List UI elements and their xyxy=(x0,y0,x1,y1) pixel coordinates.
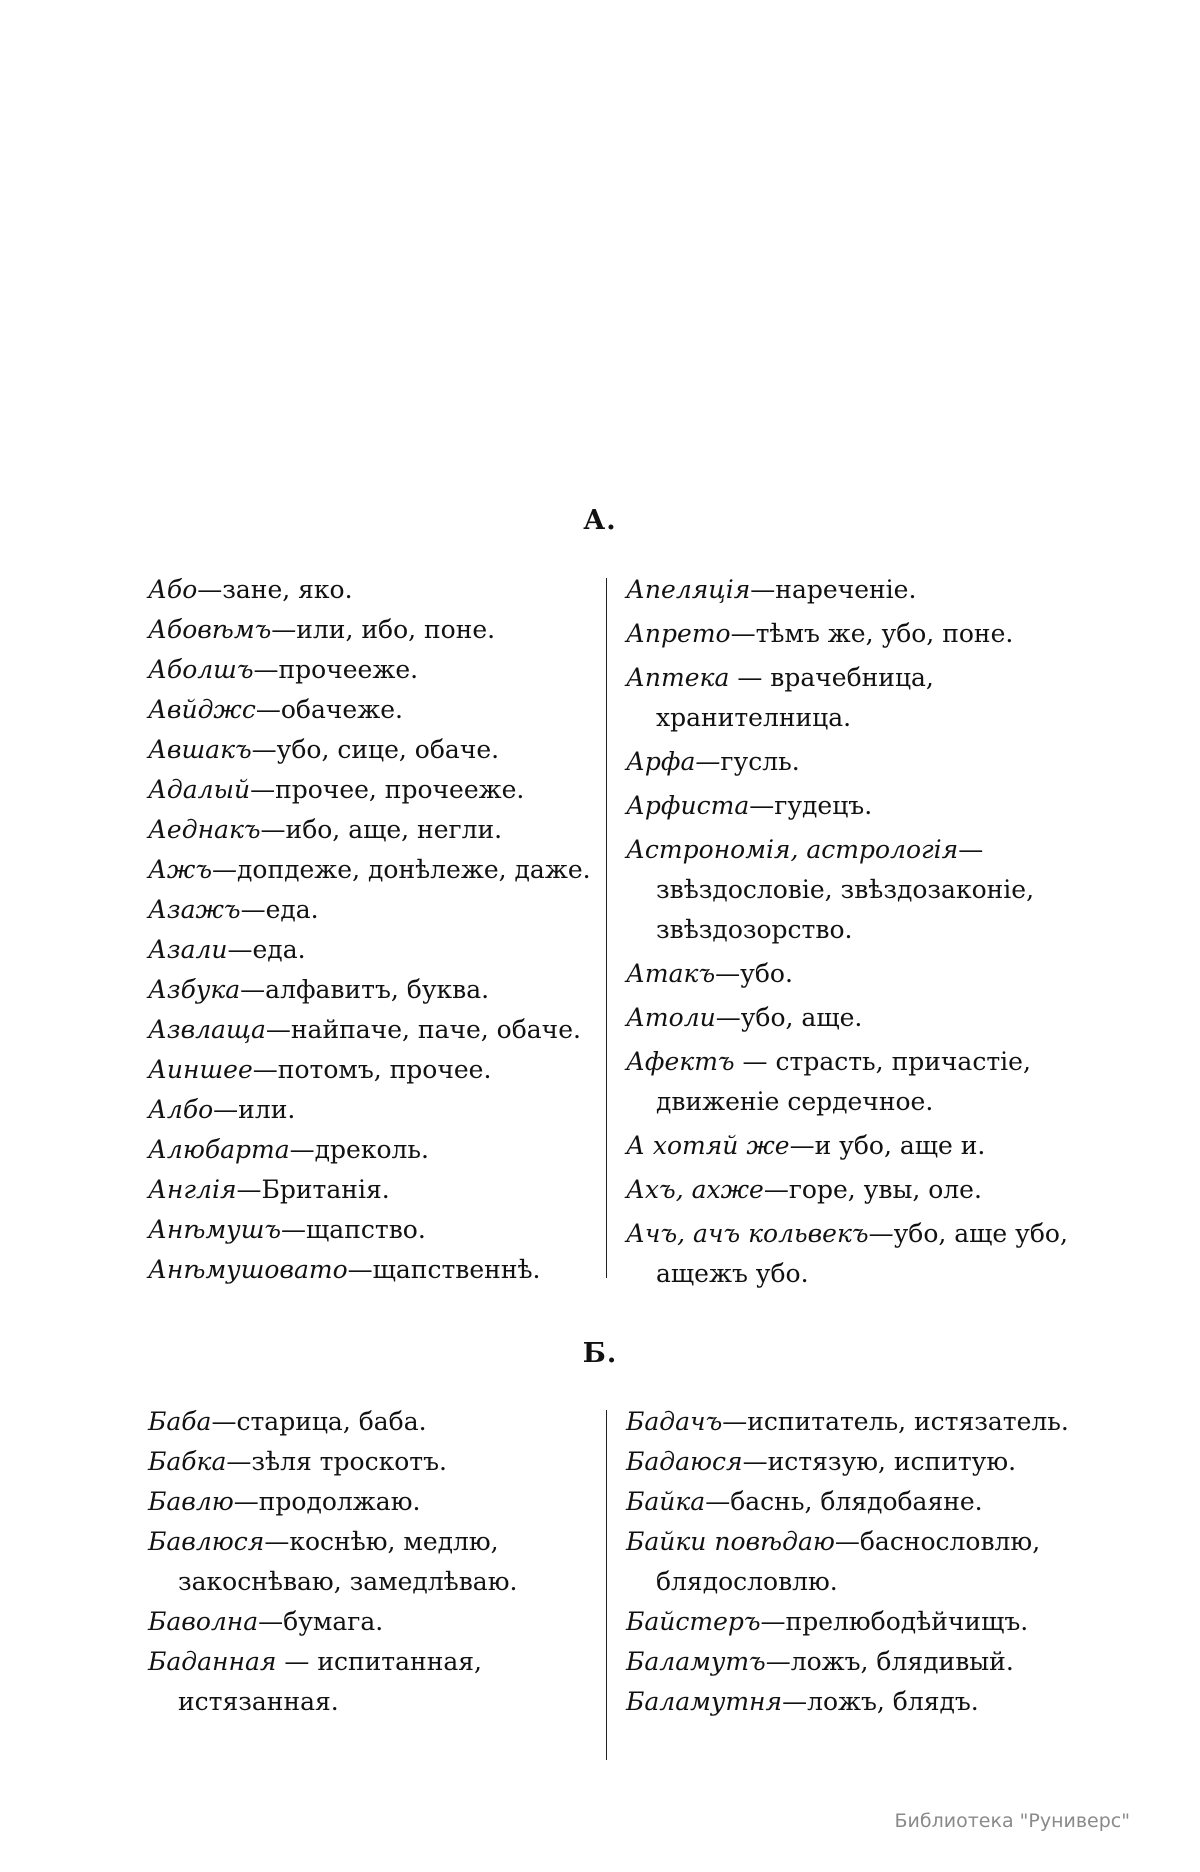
entry-term: Баламутня xyxy=(626,1687,783,1716)
entry-term: Апрето xyxy=(626,619,731,648)
dictionary-entry xyxy=(626,1602,1083,1642)
entry-definition: —потомъ, прочее. xyxy=(252,1055,492,1084)
entry-definition: —Британія. xyxy=(236,1175,390,1204)
entry-definition: —истязую, испитую. xyxy=(742,1447,1017,1476)
entry-definition: — испитанная, истязанная. xyxy=(178,1647,482,1716)
entry-definition: —ложъ, блядивый. xyxy=(765,1647,1014,1676)
dictionary-entry xyxy=(148,570,598,610)
dictionary-entry xyxy=(626,742,1083,782)
dictionary-entry xyxy=(626,1682,1083,1722)
entry-term: Атакъ xyxy=(626,959,716,988)
dictionary-entry xyxy=(148,1090,598,1130)
entry-definition: —убо, сице, обаче. xyxy=(251,735,500,764)
library-watermark: Библиотека "Руниверс" xyxy=(894,1810,1130,1832)
entry-definition: —прочееже. xyxy=(253,655,419,684)
entry-definition: —или. xyxy=(213,1095,296,1124)
dictionary-entry xyxy=(148,770,598,810)
entry-term: Апеляція xyxy=(626,575,751,604)
dictionary-entry xyxy=(626,1522,1083,1602)
dictionary-entry xyxy=(148,1010,598,1050)
dictionary-entry xyxy=(626,1170,1083,1210)
entry-term: Баданная xyxy=(148,1647,277,1676)
entry-term: Арфиста xyxy=(626,791,750,820)
dictionary-entry xyxy=(148,1442,598,1482)
entry-definition: —найпаче, паче, обаче. xyxy=(265,1015,581,1044)
entry-term: Албо xyxy=(148,1095,214,1124)
entry-definition: —прочее, прочееже. xyxy=(250,775,525,804)
entry-term: Авшакъ xyxy=(148,735,252,764)
entry-term: А хотяй же xyxy=(626,1131,790,1160)
dictionary-entry xyxy=(626,1214,1083,1294)
entry-definition: —убо. xyxy=(715,959,793,988)
entry-term: Азали xyxy=(148,935,228,964)
dictionary-entry xyxy=(626,1042,1083,1122)
dictionary-entry xyxy=(148,890,598,930)
entry-term: Бадаюся xyxy=(626,1447,743,1476)
dictionary-entry xyxy=(626,1402,1083,1442)
entry-definition: —щапство. xyxy=(281,1215,426,1244)
entry-term: Байки повѣдаю xyxy=(626,1527,835,1556)
entry-definition: —звѣздословіе, звѣздозаконіе, звѣздозорство. xyxy=(656,835,1035,944)
dictionary-entry xyxy=(148,1522,598,1602)
entry-definition: —зане, яко. xyxy=(197,575,353,604)
entry-definition: —гудецъ. xyxy=(749,791,873,820)
entry-definition: — страсть, причастіе, движеніе сердечное. xyxy=(656,1047,1031,1116)
entry-term: Байка xyxy=(626,1487,706,1516)
dictionary-entry xyxy=(148,1642,598,1722)
entry-definition: —алфавитъ, буква. xyxy=(240,975,490,1004)
entry-term: Адалый xyxy=(148,775,251,804)
entry-term: Анѣмушъ xyxy=(148,1215,282,1244)
dictionary-entry xyxy=(626,954,1083,994)
entry-term: Аптека xyxy=(626,663,730,692)
entry-term: Арфа xyxy=(626,747,696,776)
entry-term: Баба xyxy=(148,1407,212,1436)
dictionary-entry xyxy=(626,786,1083,826)
entry-definition: —коснѣю, медлю, закоснѣваю, замедлѣваю. xyxy=(178,1527,518,1596)
dictionary-entry xyxy=(148,1482,598,1522)
entry-term: Бавлюся xyxy=(148,1527,265,1556)
entry-definition: —ибо, аще, негли. xyxy=(260,815,503,844)
entry-term: Аиншее xyxy=(148,1055,253,1084)
entry-term: Ажъ xyxy=(148,855,213,884)
entry-definition: —баснь, блядобаяне. xyxy=(705,1487,983,1516)
column-left xyxy=(148,570,598,1290)
entry-term: Ахъ, ахже xyxy=(626,1175,764,1204)
entry-term: Англія xyxy=(148,1175,237,1204)
dictionary-entry xyxy=(148,610,598,650)
entry-definition: —или, ибо, поне. xyxy=(271,615,496,644)
dictionary-entry xyxy=(148,1130,598,1170)
entry-definition: —нареченіе. xyxy=(750,575,917,604)
dictionary-entry xyxy=(148,970,598,1010)
dictionary-entry xyxy=(626,614,1083,654)
entry-term: Аболшъ xyxy=(148,655,254,684)
entry-definition: —прелюбодѣйчищъ. xyxy=(760,1607,1029,1636)
dictionary-entry xyxy=(148,810,598,850)
dictionary-entry xyxy=(148,650,598,690)
entry-definition: —испитатель, истязатель. xyxy=(722,1407,1069,1436)
entry-definition: —убо, аще. xyxy=(715,1003,863,1032)
entry-definition: —ложъ, блядъ. xyxy=(782,1687,979,1716)
entry-definition: —и убо, аще и. xyxy=(789,1131,986,1160)
column-right xyxy=(626,570,1083,1298)
column-divider xyxy=(606,578,607,1278)
entry-term: Баволна xyxy=(148,1607,259,1636)
dictionary-entry xyxy=(148,1250,598,1290)
dictionary-entry xyxy=(148,1210,598,1250)
dictionary-entry xyxy=(626,570,1083,610)
entry-definition: —тѣмъ же, убо, поне. xyxy=(730,619,1014,648)
section-heading-b: Б. xyxy=(582,1338,618,1369)
entry-definition: — врачебница, хранителница. xyxy=(656,663,934,732)
dictionary-entry xyxy=(626,1482,1083,1522)
entry-term: Байстеръ xyxy=(626,1607,761,1636)
entry-term: Ачъ, ачъ кольвекъ xyxy=(626,1219,869,1248)
entry-term: Авйджс xyxy=(148,695,256,724)
entry-term: Абовѣмъ xyxy=(148,615,272,644)
entry-term: Аеднакъ xyxy=(148,815,261,844)
entry-definition: —горе, увы, оле. xyxy=(763,1175,982,1204)
entry-definition: —зѣля троскотъ. xyxy=(226,1447,447,1476)
entry-term: Анѣмушовато xyxy=(148,1255,348,1284)
entry-term: Атоли xyxy=(626,1003,716,1032)
entry-definition: —дреколь. xyxy=(289,1135,429,1164)
entry-definition: —допдеже, донѣлеже, даже. xyxy=(212,855,591,884)
entry-term: Азвлаща xyxy=(148,1015,266,1044)
dictionary-entry xyxy=(626,1126,1083,1166)
dictionary-entry xyxy=(626,830,1083,950)
entry-definition: —убо, аще убо, ащежъ убо. xyxy=(656,1219,1068,1288)
dictionary-entry xyxy=(148,930,598,970)
entry-term: Бадачъ xyxy=(626,1407,723,1436)
entry-term: Алюбарта xyxy=(148,1135,290,1164)
entry-term: Афектъ xyxy=(626,1047,735,1076)
dictionary-entry xyxy=(626,1642,1083,1682)
entry-term: Бабка xyxy=(148,1447,227,1476)
entry-definition: —еда. xyxy=(227,935,306,964)
entry-term: Азбука xyxy=(148,975,241,1004)
dictionary-entry xyxy=(148,850,598,890)
dictionary-entry xyxy=(148,730,598,770)
column-right xyxy=(626,1402,1083,1722)
dictionary-entry xyxy=(148,1170,598,1210)
entry-definition: —щапственнѣ. xyxy=(347,1255,541,1284)
column-left xyxy=(148,1402,598,1722)
dictionary-entry xyxy=(626,998,1083,1038)
entry-term: Астрономія, астрологія xyxy=(626,835,959,864)
entry-definition: —обачеже. xyxy=(255,695,403,724)
entry-term: Бавлю xyxy=(148,1487,234,1516)
entry-definition: —старица, баба. xyxy=(211,1407,427,1436)
dictionary-entry xyxy=(148,690,598,730)
dictionary-entry xyxy=(626,658,1083,738)
entry-definition: —гусль. xyxy=(695,747,800,776)
dictionary-entry xyxy=(626,1442,1083,1482)
entry-definition: —еда. xyxy=(240,895,319,924)
dictionary-entry xyxy=(148,1402,598,1442)
entry-term: Азажъ xyxy=(148,895,241,924)
entry-definition: —бумага. xyxy=(258,1607,384,1636)
entry-term: Або xyxy=(148,575,198,604)
entry-definition: —продолжаю. xyxy=(233,1487,421,1516)
entry-definition: —баснословлю, блядословлю. xyxy=(656,1527,1041,1596)
dictionary-entry xyxy=(148,1602,598,1642)
dictionary-entry xyxy=(148,1050,598,1090)
section-heading-a: А. xyxy=(583,505,617,536)
column-divider xyxy=(606,1410,607,1760)
entry-term: Баламутъ xyxy=(626,1647,766,1676)
